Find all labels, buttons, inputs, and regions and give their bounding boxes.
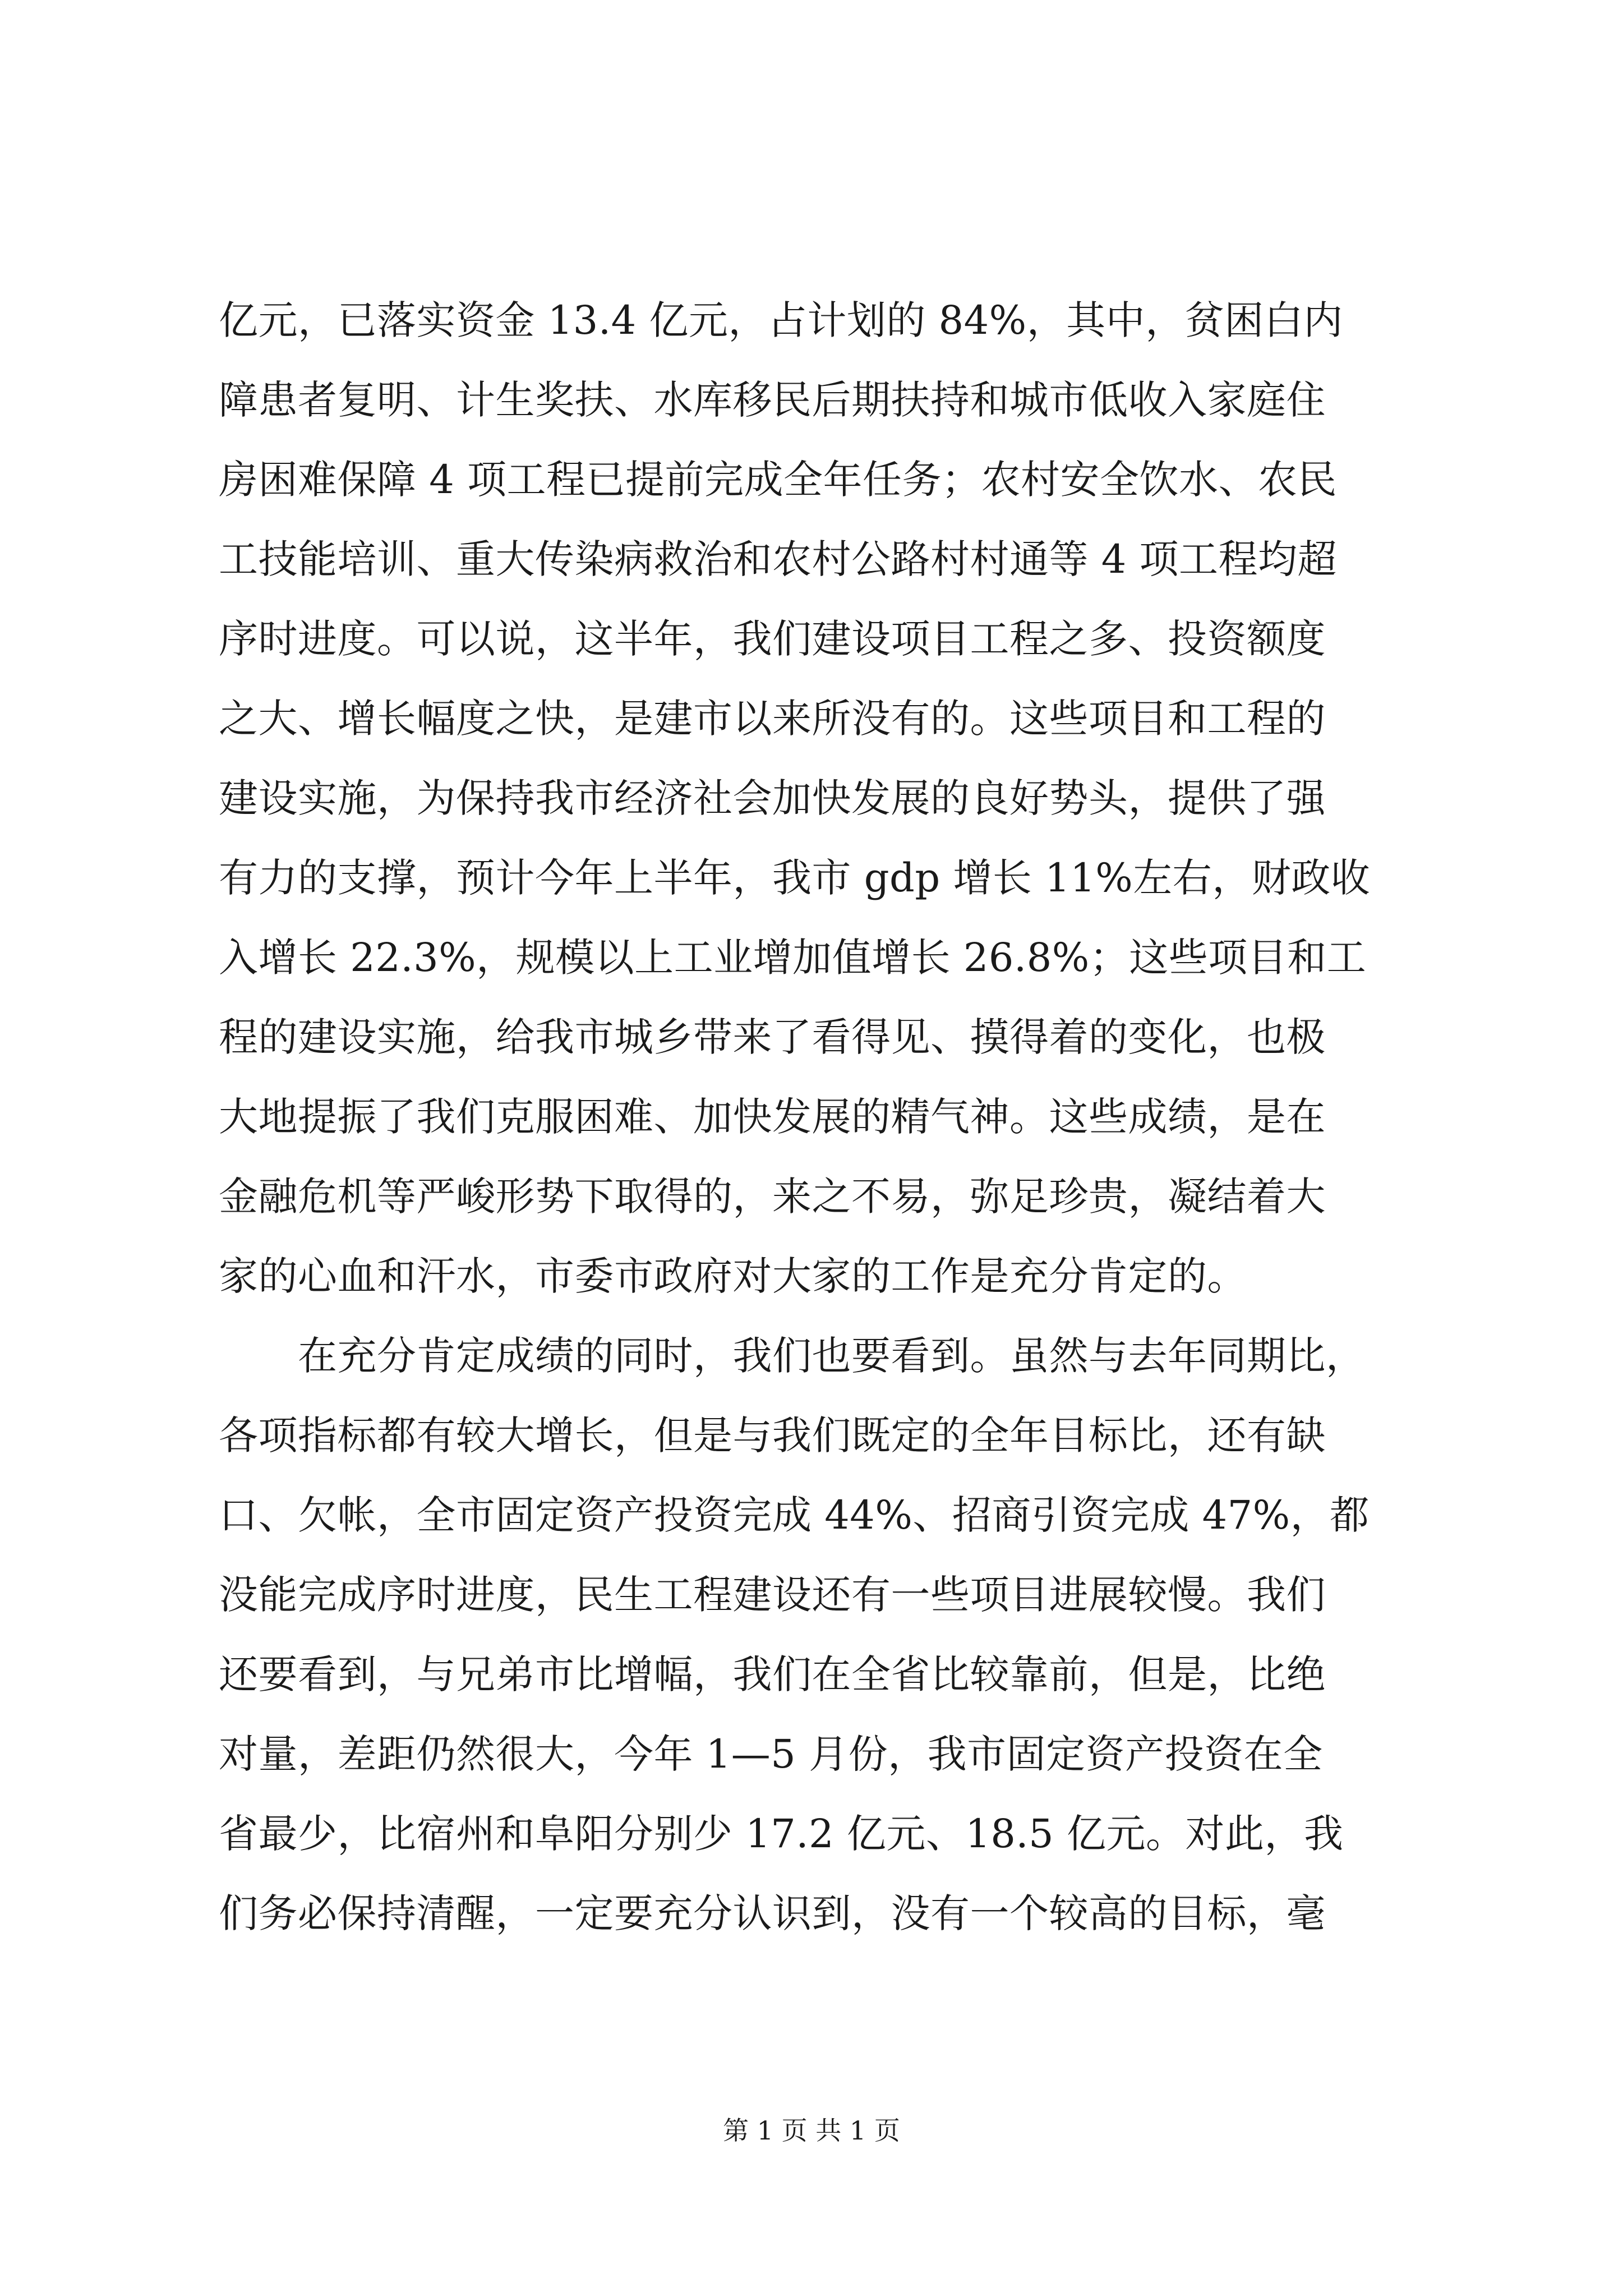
text-line: 之大、增长幅度之快，是建市以来所没有的。这些项目和工程的 [219, 696, 1326, 742]
text-line: 入增长 22.3%，规模以上工业增加值增长 26.8%；这些项目和工 [219, 935, 1367, 981]
text-line: 省最少，比宿州和阜阳分别少 17.2 亿元、18.5 亿元。对此，我 [219, 1811, 1344, 1857]
paragraph-start-line: 在充分肯定成绩的同时，我们也要看到。虽然与去年同期比， [219, 1333, 1366, 1379]
text-line: 各项指标都有较大增长，但是与我们既定的全年目标比，还有缺 [219, 1412, 1326, 1458]
text-line: 工技能培训、重大传染病救治和农村公路村村通等 4 项工程均超 [219, 536, 1338, 582]
text-line: 有力的支撑，预计今年上半年，我市 gdp 增长 11%左右，财政收 [219, 855, 1371, 901]
text-line: 口、欠帐，全市固定资产投资完成 44%、招商引资完成 47%，都 [219, 1492, 1370, 1538]
text-line: 金融危机等严峻形势下取得的，来之不易，弥足珍贵，凝结着大 [219, 1174, 1326, 1220]
text-line: 对量，差距仍然很大，今年 1—5 月份，我市固定资产投资在全 [219, 1731, 1323, 1777]
body-text [219, 280, 1408, 1953]
text-line: 房困难保障 4 项工程已提前完成全年任务；农村安全饮水、农民 [219, 457, 1338, 503]
text-line: 序时进度。可以说，这半年，我们建设项目工程之多、投资额度 [219, 616, 1326, 662]
text-line: 还要看到，与兄弟市比增幅，我们在全省比较靠前，但是，比绝 [219, 1651, 1326, 1697]
text-line: 程的建设实施，给我市城乡带来了看得见、摸得着的变化，也极 [219, 1014, 1326, 1060]
text-line: 家的心血和汗水，市委市政府对大家的工作是充分肯定的。 [219, 1253, 1247, 1299]
page-footer: 第 1 页 共 1 页 [723, 2115, 900, 2146]
text-line: 没能完成序时进度，民生工程建设还有一些项目进展较慢。我们 [219, 1572, 1326, 1618]
text-line: 障患者复明、计生奖扶、水库移民后期扶持和城市低收入家庭住 [219, 377, 1326, 423]
text-line: 建设实施，为保持我市经济社会加快发展的良好势头，提供了强 [219, 775, 1326, 821]
text-line: 亿元，已落实资金 13.4 亿元，占计划的 84%，其中，贫困白内 [219, 297, 1343, 343]
text-line: 们务必保持清醒，一定要充分认识到，没有一个较高的目标，毫 [219, 1890, 1326, 1936]
text-line: 大地提振了我们克服困难、加快发展的精气神。这些成绩，是在 [219, 1094, 1326, 1140]
